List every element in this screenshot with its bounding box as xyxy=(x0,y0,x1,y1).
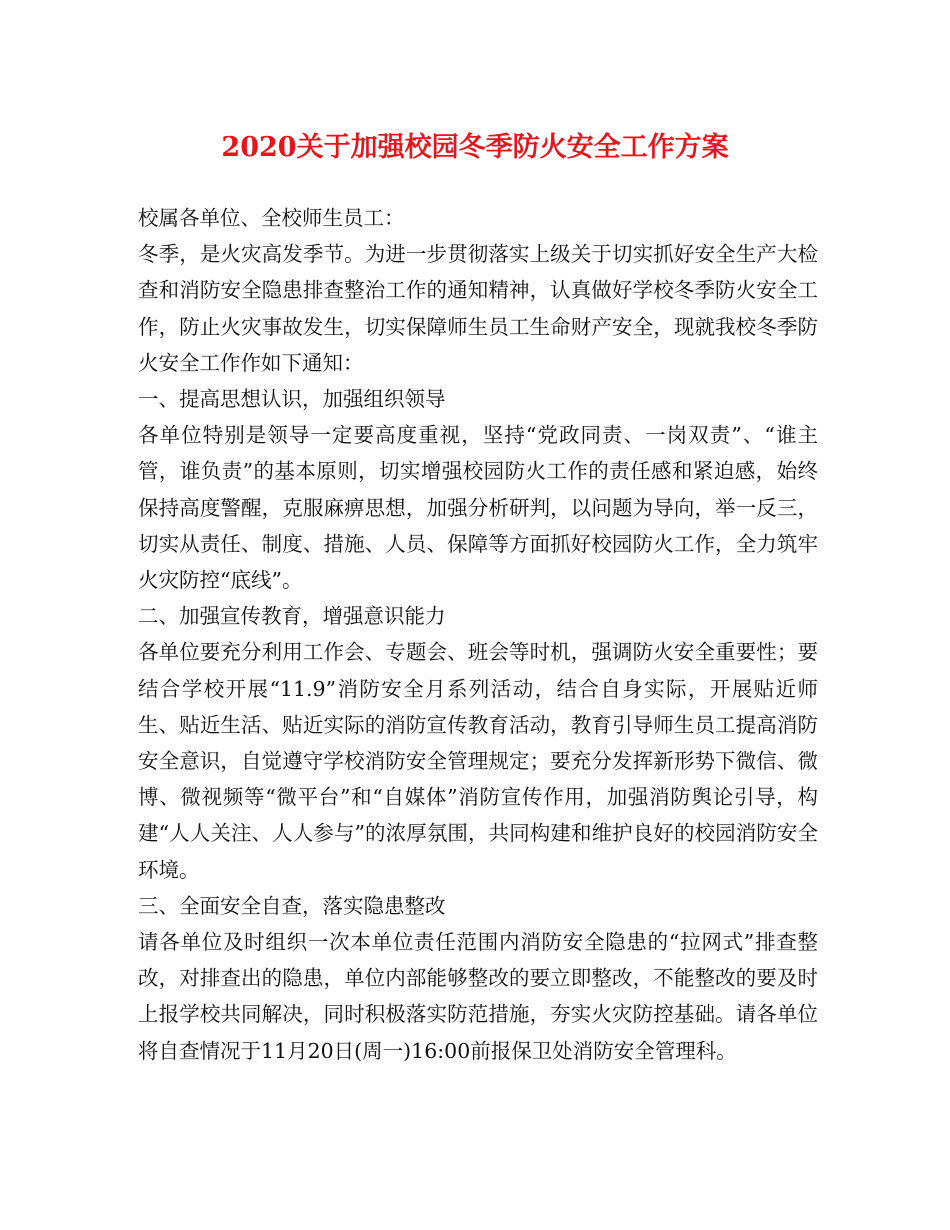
salutation: 校属各单位、全校师生员工： xyxy=(138,206,405,230)
section-body-2: 各单位要充分利用工作会、专题会、班会等时机，强调防火安全重要性；要结合学校开展“11.9”消防安全月系列活动，结合自身实际，开展贴近师生、贴近生活、贴近实际的消防宣传教育活动，教育引导师生员工提高消防安全意识，自觉遵守学校消防安全管理规定；要充分发挥新形势下微信、微博、微视频等“微平台”和“自媒体”消防宣传作用，加强消防舆论引导，构建“人人关注、人人参与”的浓厚氛围，共同构建和维护良好的校园消防安全环境。 xyxy=(138,640,818,882)
section-heading-1: 一、提高思想认识，加强组织领导 xyxy=(138,387,446,412)
section-body-3: 请各单位及时组织一次本单位责任范围内消防安全隐患的“拉网式”排查整改，对排查出的隐患，单位内部能够整改的要立即整改，不能整改的要及时上报学校共同解决，同时积极落实防范措施，夯实火灾防控基础。请各单位将自查情况于11月20日(周一)16:00前报保卫处消防安全管理科。 xyxy=(138,930,818,1063)
section-heading-3: 三、全面安全自查，落实隐患整改 xyxy=(138,893,446,918)
section-body-1: 各单位特别是领导一定要高度重视，坚持“党政同责、一岗双责”、“谁主管，谁负责”的基本原则，切实增强校园防火工作的责任感和紧迫感，始终保持高度警醒，克服麻痹思想，加强分析研判，以问题为导向，举一反三，切实从责任、制度、措施、人员、保障等方面抓好校园防火工作，全力筑牢火灾防控“底线”。 xyxy=(138,423,818,593)
section-heading-2: 二、加强宣传教育，增强意识能力 xyxy=(138,604,446,629)
document-body xyxy=(138,200,818,1069)
document-title: 2020关于加强校园冬季防火安全工作方案 xyxy=(221,132,729,163)
intro-paragraph: 冬季，是火灾高发季节。为进一步贯彻落实上级关于切实抓好安全生产大检查和消防安全隐患排查整治工作的通知精神，认真做好学校冬季防火安全工作，防止火灾事故发生，切实保障师生员工生命财产安全，现就我校冬季防火安全工作作如下通知： xyxy=(138,242,818,375)
